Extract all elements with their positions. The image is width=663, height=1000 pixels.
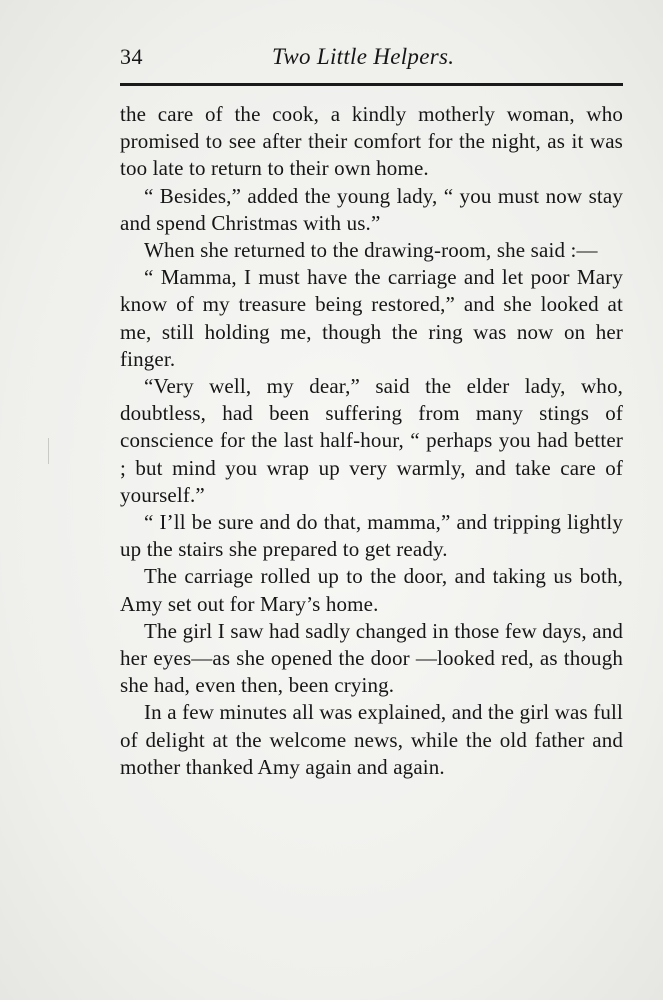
header-rule (120, 83, 623, 86)
running-title: Two Little Helpers. (272, 44, 455, 69)
paragraph-6: “ I’ll be sure and do that, mamma,” and tripping lightly up the stairs she prepared to get ready. (120, 510, 623, 562)
paragraph-4: “ Mamma, I must have the carriage and let poor Mary know of my treasure being restored,” and she looked at me, still holding me, though the ring was now on her finger. (120, 265, 623, 371)
body-text (120, 101, 623, 781)
paragraph-9: In a few minutes all was explained, and the girl was full of delight at the welcome news, while the old father and mother thanked Amy again and again. (120, 700, 623, 779)
page-number: 34 (120, 44, 143, 69)
margin-mark (48, 438, 49, 464)
paragraph-8: The girl I saw had sadly changed in those few days, and her eyes—as she opened the door —looked red, as though she had, even then, been crying. (120, 618, 623, 698)
paragraph-2: “ Besides,” added the young lady, “ you must now stay and spend Christmas with us.” (120, 183, 623, 235)
page-header (120, 44, 623, 74)
paragraph-1: the care of the cook, a kindly motherly woman, who promised to see after their comfort for the night, as it was too late to return to their own home. (120, 102, 623, 181)
paragraph-5: “Very well, my dear,” said the elder lady, who, doubtless, had been suffering from many stings of conscience for the last half-hour, “ perhaps you had better ; but mind you wrap up very warmly, and take care of yourself.” (120, 374, 623, 507)
paragraph-3: When she returned to the drawing-room, she said :— (144, 238, 598, 263)
paragraph-7: The carriage rolled up to the door, and taking us both, Amy set out for Mary’s home. (120, 564, 623, 616)
